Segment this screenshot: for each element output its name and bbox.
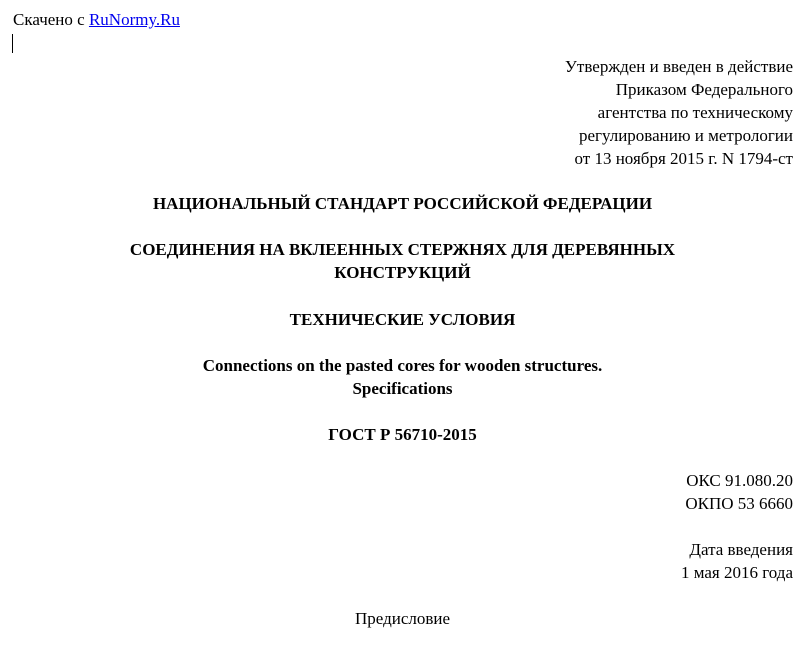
designation-heading [0, 423, 799, 446]
okpo-code: ОКПО 53 6660 [685, 494, 793, 513]
approval-line-3: агентства по техническому [597, 103, 793, 122]
oks-code: ОКС 91.080.20 [686, 471, 793, 490]
subtitle-heading [0, 308, 799, 331]
approval-line-4: регулированию и метрологии [578, 126, 793, 145]
preface-heading: Предисловие [354, 609, 451, 628]
text-cursor [12, 34, 13, 53]
subtitle-text: ТЕХНИЧЕСКИЕ УСЛОВИЯ [289, 310, 516, 329]
approval-block [565, 55, 793, 170]
english-title-line-2: Specifications [352, 379, 453, 398]
source-link[interactable]: RuNormy.Ru [88, 10, 180, 29]
introduction-label: Дата введения [689, 540, 793, 559]
source-line [13, 8, 180, 31]
source-prefix: Скачено с [13, 10, 89, 29]
designation-text: ГОСТ Р 56710-2015 [328, 425, 477, 444]
approval-line-5: от 13 ноября 2015 г. N 1794-ст [574, 149, 793, 168]
standard-name-heading [0, 238, 799, 284]
english-title-heading [0, 354, 799, 400]
national-standard-text: НАЦИОНАЛЬНЫЙ СТАНДАРТ РОССИЙСКОЙ ФЕДЕРАЦИИ [152, 194, 653, 213]
approval-line-2: Приказом Федерального [615, 80, 793, 99]
introduction-date: 1 мая 2016 года [680, 563, 793, 582]
national-standard-heading [0, 192, 799, 215]
introduction-date-block [681, 538, 793, 584]
standard-name-line-1: СОЕДИНЕНИЯ НА ВКЛЕЕННЫХ СТЕРЖНЯХ ДЛЯ ДЕРЕВЯННЫХ [129, 240, 676, 259]
english-title-line-1: Connections on the pasted cores for wooden structures. [202, 356, 603, 375]
standard-name-line-2: КОНСТРУКЦИЙ [334, 263, 471, 282]
classification-block [685, 469, 793, 515]
approval-line-1: Утвержден и введен в действие [564, 57, 793, 76]
